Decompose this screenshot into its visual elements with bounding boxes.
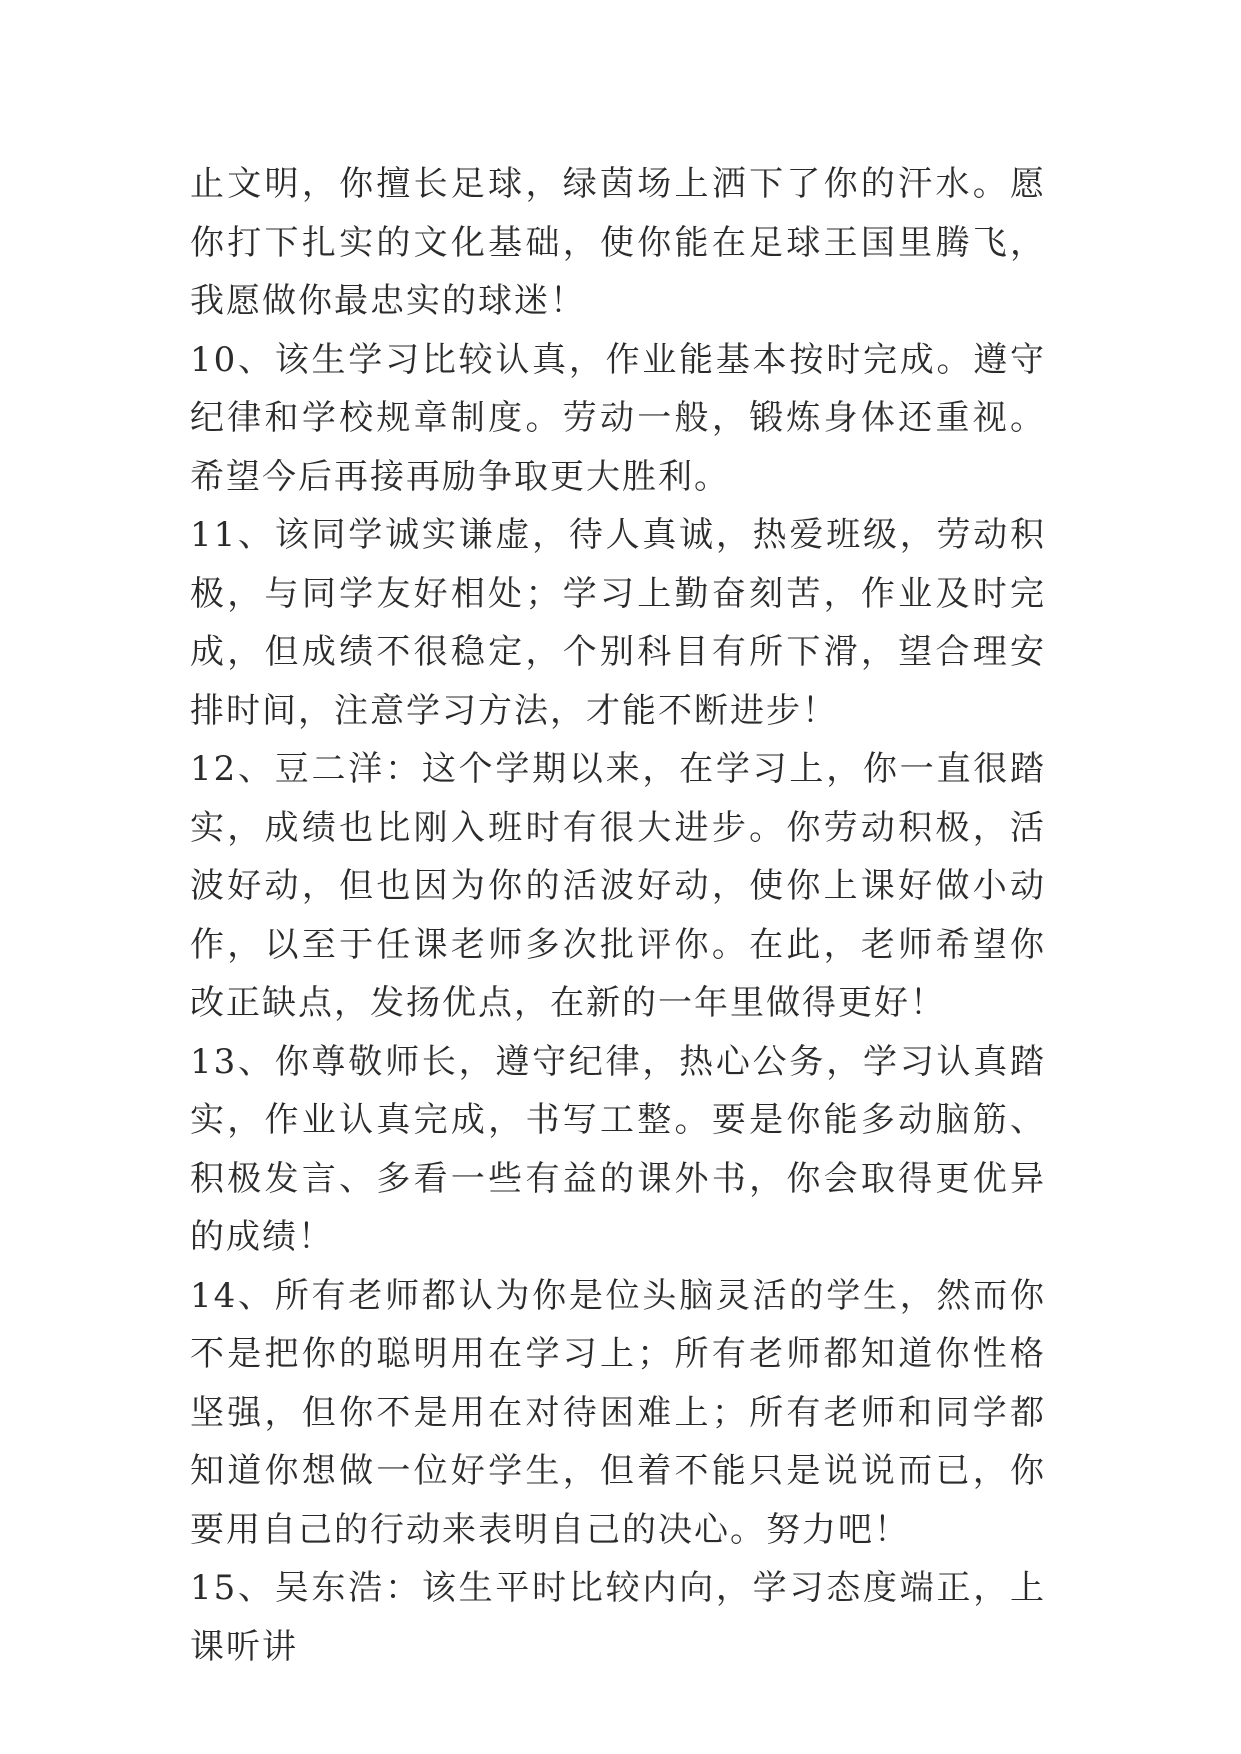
paragraph-comment-13: 13、你尊敬师长，遵守纪律，热心公务，学习认真踏实，作业认真完成，书写工整。要是你能多动脑筋、积极发言、多看一些有益的课外书，你会取得更优异的成绩！ [190, 1041, 1046, 1257]
paragraph-comment-10: 10、该生学习比较认真，作业能基本按时完成。遵守纪律和学校规章制度。劳动一般，锻炼身体还重视。希望今后再接再励争取更大胜利。 [190, 339, 1046, 497]
paragraph-continuation: 止文明，你擅长足球，绿茵场上洒下了你的汗水。愿你打下扎实的文化基础，使你能在足球王国里腾飞，我愿做你最忠实的球迷！ [190, 164, 1046, 321]
document-body [190, 155, 1046, 1676]
paragraph-comment-12: 12、豆二洋：这个学期以来，在学习上，你一直很踏实，成绩也比刚入班时有很大进步。你劳动积极，活波好动，但也因为你的活波好动，使你上课好做小动作，以至于任课老师多次批评你。在此，老师希望你改正缺点，发扬优点，在新的一年里做得更好！ [190, 749, 1046, 1023]
paragraph-comment-11: 11、该同学诚实谦虚，待人真诚，热爱班级，劳动积极，与同学友好相处；学习上勤奋刻苦，作业及时完成，但成绩不很稳定，个别科目有所下滑，望合理安排时间，注意学习方法，才能不断进步！ [190, 515, 1046, 731]
paragraph-comment-15: 15、吴东浩：该生平时比较内向，学习态度端正，上课听讲 [190, 1568, 1046, 1667]
paragraph-comment-14: 14、所有老师都认为你是位头脑灵活的学生，然而你不是把你的聪明用在学习上；所有老师都知道你性格坚强，但你不是用在对待困难上；所有老师和同学都知道你想做一位好学生，但着不能只是说说而已，你要用自己的行动来表明自己的决心。努力吧！ [190, 1275, 1046, 1550]
